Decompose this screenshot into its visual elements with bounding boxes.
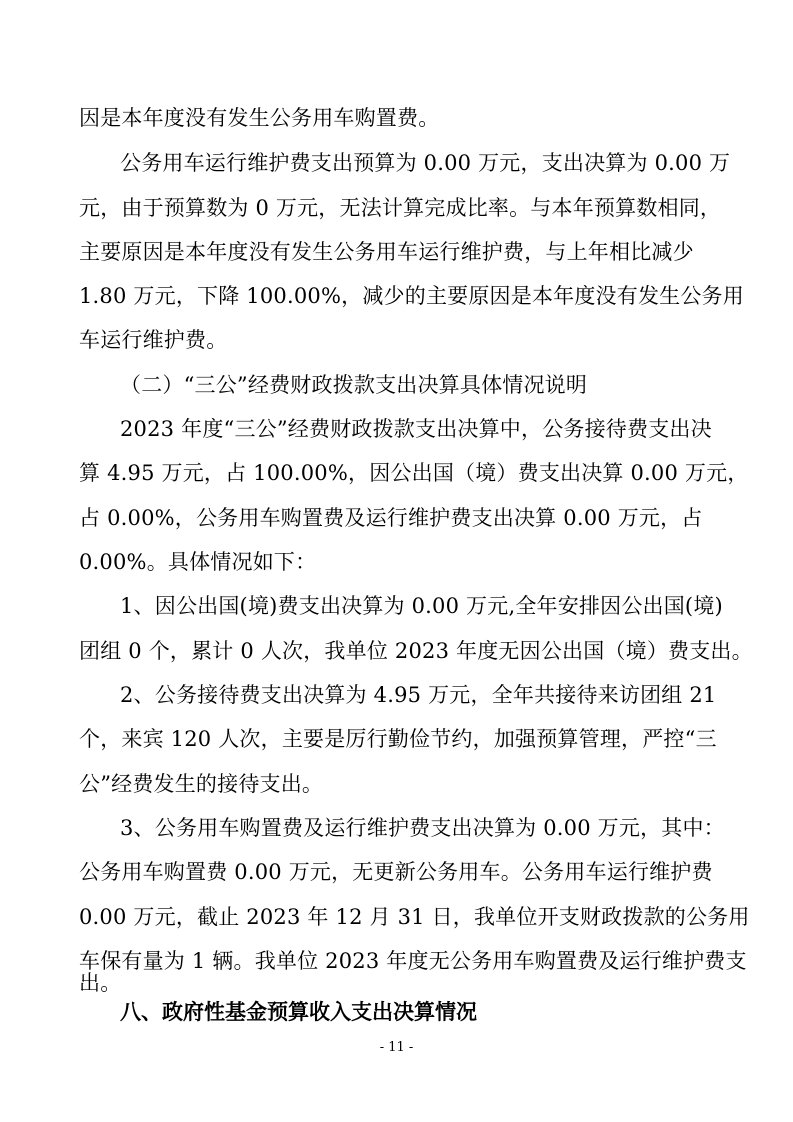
- paragraph-line: 团组 0 个，累计 0 人次，我单位 2023 年度无因公出国（境）费支出。: [79, 639, 753, 663]
- paragraph-line: 因是本年度没有发生公务用车购置费。: [79, 106, 440, 130]
- paragraph-line: 0.00 万元，截止 2023 年 12 月 31 日，我单位开支财政拨款的公务用: [79, 905, 750, 929]
- paragraph-line: 公务用车运行维护费支出预算为 0.00 万元，支出决算为 0.00 万: [120, 151, 731, 175]
- paragraph-line: 公务用车购置费 0.00 万元，无更新公务用车。公务用车运行维护费: [79, 860, 713, 884]
- section-heading: 八、政府性基金预算收入支出决算情况: [120, 1000, 477, 1024]
- paragraph-line: 0.00%。具体情况如下：: [79, 550, 317, 574]
- paragraph-line: 车保有量为 1 辆。我单位 2023 年度无公务用车购置费及运行维护费支: [79, 949, 747, 973]
- subsection-heading: （二）“三公”经费财政拨款支出决算具体情况说明: [120, 373, 588, 397]
- paragraph-line: 主要原因是本年度没有发生公务用车运行维护费，与上年相比减少: [79, 240, 694, 264]
- paragraph-line: 2、公务接待费支出决算为 4.95 万元，全年共接待来访团组 21: [120, 683, 717, 707]
- paragraph-line: 公”经费发生的接待支出。: [79, 772, 324, 796]
- paragraph-line: 3、公务用车购置费及运行维护费支出决算为 0.00 万元，其中：: [120, 816, 725, 840]
- paragraph-line: 算 4.95 万元，占 100.00%，因公出国（境）费支出决算 0.00 万元，: [79, 461, 749, 485]
- paragraph-line: 车运行维护费。: [79, 328, 228, 352]
- paragraph-line: 2023 年度“三公”经费财政拨款支出决算中，公务接待费支出决: [120, 417, 712, 441]
- paragraph-line: 占 0.00%，公务用车购置费及运行维护费支出决算 0.00 万元，占: [79, 506, 703, 530]
- paragraph-line-last: 出。: [79, 971, 122, 995]
- paragraph-line: 1、因公出国(境)费支出决算为 0.00 万元,全年安排因公出国(境): [120, 594, 723, 618]
- page-number: - 11 -: [379, 1040, 414, 1055]
- paragraph-line: 1.80 万元，下降 100.00%，减少的主要原因是本年度没有发生公务用: [79, 284, 744, 308]
- paragraph-line: 个，来宾 120 人次，主要是厉行勤俭节约，加强预算管理，严控“三: [79, 727, 717, 751]
- paragraph-line: 元，由于预算数为 0 万元，无法计算完成比率。与本年预算数相同，: [79, 196, 722, 220]
